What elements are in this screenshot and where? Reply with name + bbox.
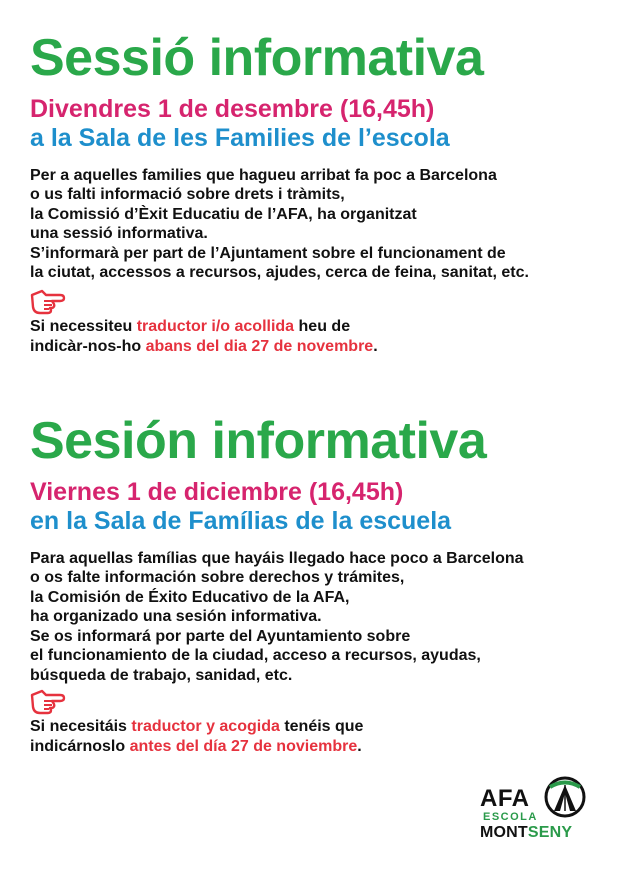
catalan-date: Divendres 1 de desembre (16,45h) — [30, 95, 435, 123]
spanish-body-line: el funcionamiento de la ciudad, acceso a recursos, ayudas, — [30, 647, 481, 664]
logo-afa-text: AFA — [480, 785, 530, 812]
catalan-note-text: Si necessiteu — [30, 317, 137, 335]
spanish-section — [30, 412, 610, 757]
spanish-body-line: búsqueda de trabajo, sanidad, etc. — [30, 666, 293, 684]
spanish-place: en la Sala de Famílias de la escuela — [30, 507, 452, 536]
spanish-body-line: Se os informará por parte del Ayuntamiento sobre — [30, 627, 411, 645]
catalan-title: Sessió informativa — [30, 29, 484, 87]
spanish-body-line: Para aquellas famílias que hayáis llegado hace poco a Barcelona — [30, 549, 524, 567]
spanish-note-deadline: antes del día 27 de noviembre — [129, 738, 358, 755]
catalan-body — [30, 166, 610, 283]
spanish-date: Viernes 1 de diciembre (16,45h) — [30, 478, 404, 506]
spanish-body — [30, 549, 610, 686]
catalan-note-deadline: abans del dia 27 de novembre — [145, 337, 374, 355]
spanish-title: Sesión informativa — [30, 412, 487, 470]
catalan-note — [30, 317, 610, 357]
afa-logo — [480, 775, 600, 845]
catalan-section — [30, 29, 610, 357]
spanish-note-highlight: traductor y acogida — [131, 718, 280, 735]
catalan-note-text: indicàr-nos-ho — [30, 337, 146, 355]
logo-escola-text: ESCOLA — [483, 811, 538, 823]
catalan-body-line: Per a aquelles families que hagueu arribat fa poc a Barcelona — [30, 166, 497, 184]
logo-montseny-text — [480, 824, 572, 842]
spanish-note-text: tenéis que — [279, 718, 364, 735]
spanish-body-line: ha organizado una sesión informativa. — [30, 608, 322, 625]
logo-mont: MONT — [480, 824, 528, 841]
catalan-body-line: la Comissió d’Èxit Educatiu de l’AFA, ha organitzat — [30, 205, 417, 223]
catalan-note-text: . — [373, 337, 378, 355]
catalan-body-line: la ciutat, accessos a recursos, ajudes, cerca de feina, sanitat, etc. — [30, 264, 529, 281]
spanish-body-line: la Comisión de Éxito Educativo de la AFA, — [30, 588, 350, 606]
pointing-hand-icon — [30, 289, 66, 315]
logo-seny: SENY — [527, 824, 573, 841]
catalan-place: a la Sala de les Families de l’escola — [30, 124, 450, 153]
spanish-note-text: . — [357, 738, 362, 755]
spanish-note-text: indicárnoslo — [30, 738, 130, 755]
catalan-note-text: heu de — [294, 317, 351, 335]
pointing-hand-icon — [30, 689, 66, 715]
spanish-note-text: Si necesitáis — [30, 718, 132, 735]
catalan-body-line: S’informarà per part de l’Ajuntament sobre el funcionament de — [30, 244, 506, 262]
tent-circle-icon — [543, 775, 587, 819]
catalan-note-highlight: traductor i/o acollida — [136, 317, 295, 335]
catalan-body-line: o us falti informació sobre drets i tràmits, — [30, 186, 345, 203]
catalan-body-line: una sessió informativa. — [30, 225, 208, 242]
spanish-note — [30, 717, 610, 757]
spanish-body-line: o os falte información sobre derechos y trámites, — [30, 569, 405, 586]
